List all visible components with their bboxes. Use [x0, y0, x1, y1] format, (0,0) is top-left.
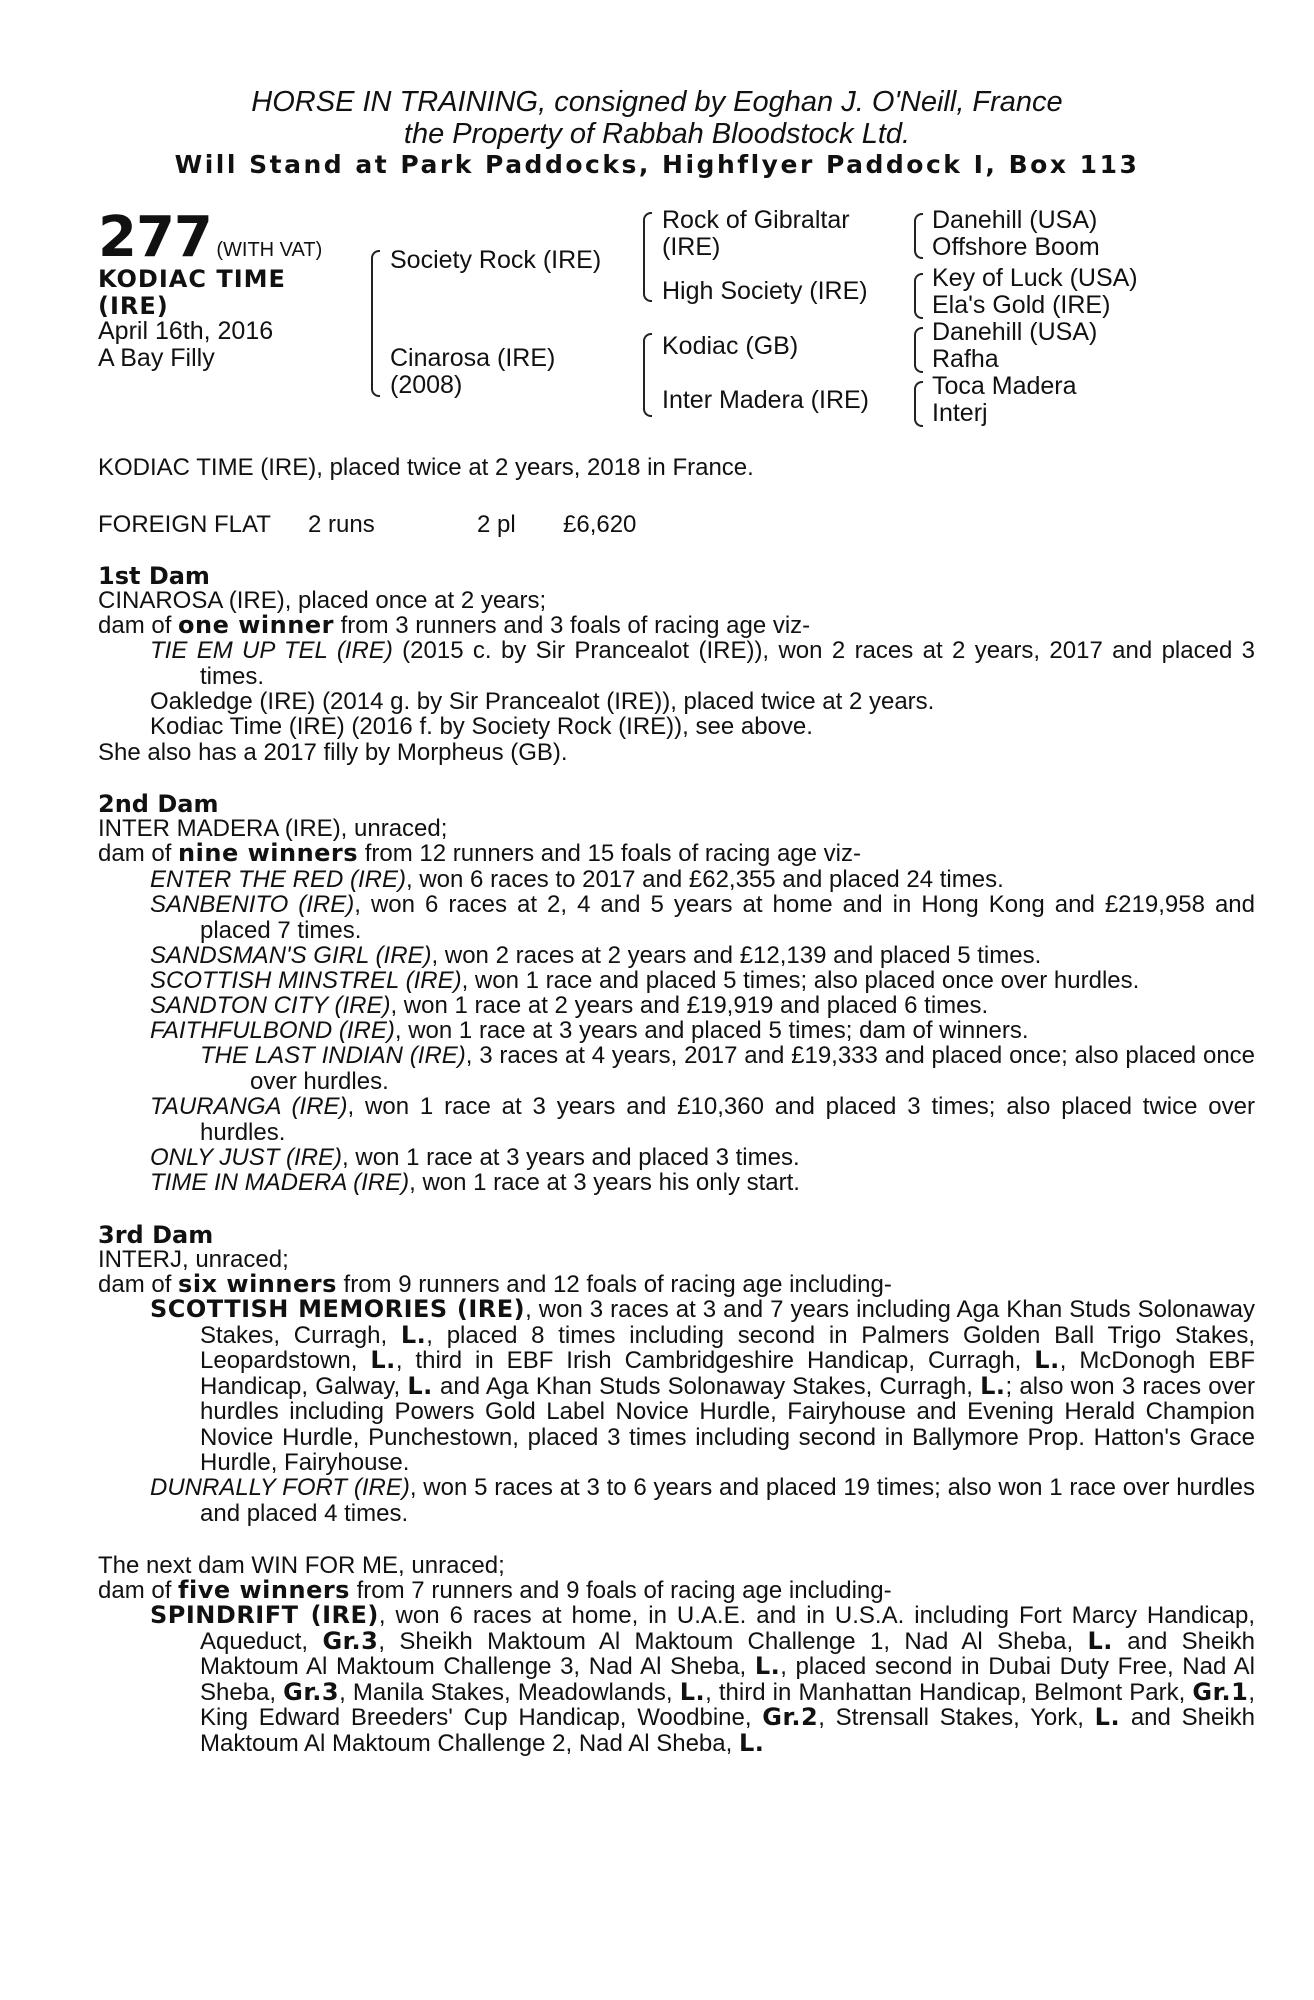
produce-detail: , Strensall Stakes, York,: [818, 1704, 1095, 1731]
foaling-date: April 16th, 2016: [98, 317, 274, 345]
produce-detail: , won 6 races to 2017 and £62,355 and placed 24 times.: [406, 866, 1004, 893]
produce-detail: , placed 8 times including second in Palmers Golden Ball Trigo Stakes, Leopardstown,: [200, 1321, 1255, 1374]
race-grade: L.: [980, 1371, 1006, 1400]
record-earnings: £6,620: [563, 511, 637, 538]
pedigree-g3-4: Ela's Gold (IRE): [932, 291, 1111, 319]
produce-detail: , won 1 race and placed 5 times; also placed once over hurdles.: [461, 967, 1140, 994]
race-grade: Gr.2: [762, 1703, 819, 1731]
first-dam-produce-summary: [98, 613, 810, 638]
produce-detail: , Sheikh Maktoum Al Maktoum Challenge 1, Nad Al Sheba,: [378, 1627, 1088, 1655]
first-dam-produce-3: Kodiac Time (IRE) (2016 f. by Society Rock (IRE)), see above.: [150, 713, 813, 740]
produce-detail: and Sheikh Maktoum Al Maktoum Challenge 3, Nad Al Sheba,: [200, 1627, 1256, 1680]
produce-detail: , third in Manhattan Handicap, Belmont Park,: [705, 1678, 1193, 1706]
header-location: Will Stand at Park Paddocks, Highflyer Paddock I, Box 113: [174, 150, 1140, 179]
first-dam-produce-1: [150, 638, 1255, 689]
produce-detail: , won 6 races at home, in U.A.E. and in U.S.A. including Fort Marcy Handicap, Aqueduct,: [200, 1602, 1255, 1655]
second-dam-produce-summary: [98, 841, 861, 866]
pedigree-dam-name: Cinarosa (IRE): [390, 344, 556, 372]
third-dam-produce-1: [150, 1297, 1255, 1476]
first-dam-heading: 1st Dam: [98, 562, 210, 590]
winners-count: six winners: [178, 1270, 337, 1298]
produce-detail: , won 1 race at 3 years and placed 3 times.: [342, 1144, 800, 1171]
produce-detail: , won 1 race at 3 years and £10,360 and placed 3 times; also placed twice over hurdles.: [200, 1093, 1255, 1146]
produce-detail: , King Edward Breeders' Cup Handicap, Woodbine,: [200, 1678, 1255, 1731]
second-dam-produce-6: [150, 1018, 1029, 1043]
pedigree-brace-sire: [643, 212, 652, 302]
winners-count: nine winners: [178, 839, 359, 867]
first-dam-produce-2: Oakledge (IRE) (2014 g. by Sir Prancealot (IRE)), placed twice at 2 years.: [150, 688, 935, 715]
second-dam-produce-4: [150, 968, 1139, 993]
text-fragment: from 12 runners and 15 foals of racing age viz-: [358, 840, 861, 867]
race-grade: L.: [1094, 1703, 1121, 1731]
second-dam-produce-3: [150, 943, 1041, 968]
produce-detail: , 3 races at 4 years, 2017 and £19,333 and placed once; also placed once over hurdles.: [250, 1042, 1256, 1095]
pedigree-sire-dam: High Society (IRE): [662, 277, 868, 305]
fourth-dam-intro: The next dam WIN FOR ME, unraced;: [98, 1552, 505, 1579]
text-fragment: dam of: [98, 1271, 179, 1298]
produce-detail: , won 1 race at 2 years and £19,919 and placed 6 times.: [390, 992, 989, 1019]
produce-name: TAURANGA (IRE): [150, 1093, 348, 1120]
second-dam-produce-2: [150, 892, 1255, 943]
text-fragment: dam of: [98, 840, 179, 867]
horse-name-line2: (IRE): [98, 292, 169, 320]
race-grade: L.: [679, 1677, 706, 1706]
race-grade: L.: [400, 1320, 427, 1349]
race-grade: L.: [738, 1728, 765, 1757]
produce-name: TIE EM UP TEL (IRE): [150, 637, 393, 664]
record-placed: 2 pl: [477, 511, 516, 538]
second-dam-produce-5: [150, 993, 988, 1018]
produce-name: SPINDRIFT (IRE): [150, 1601, 379, 1629]
produce-detail: , McDonogh EBF Handicap, Galway,: [200, 1347, 1255, 1400]
produce-name: SCOTTISH MEMORIES (IRE): [150, 1295, 526, 1323]
produce-name: SANDTON CITY (IRE): [150, 992, 391, 1019]
lot-number: 277: [98, 205, 212, 270]
produce-detail: , won 1 race at 3 years his only start.: [409, 1169, 800, 1196]
race-grade: Gr.3: [283, 1677, 340, 1706]
produce-name: FAITHFULBOND (IRE): [150, 1017, 395, 1044]
produce-detail: , won 6 races at 2, 4 and 5 years at home and in Hong Kong and £219,958 and placed 7 times.: [200, 891, 1255, 944]
second-dam-intro: INTER MADERA (IRE), unraced;: [98, 815, 448, 842]
pedigree-dam-year: (2008): [390, 371, 463, 399]
produce-name: SCOTTISH MINSTREL (IRE): [150, 967, 462, 994]
pedigree-brace-g3a: [914, 213, 923, 259]
text-fragment: dam of: [98, 612, 179, 639]
first-dam-note: She also has a 2017 filly by Morpheus (GB).: [98, 739, 568, 766]
race-grade: L.: [1087, 1626, 1113, 1655]
pedigree-brace-dam: [643, 333, 652, 417]
racing-summary: KODIAC TIME (IRE), placed twice at 2 years, 2018 in France.: [98, 454, 754, 481]
lot-number-row: [98, 205, 322, 270]
produce-detail: , won 2 races at 2 years and £12,139 and placed 5 times.: [431, 942, 1042, 969]
pedigree-brace-gen1: [371, 250, 380, 397]
second-dam-produce-7: [150, 1094, 1255, 1145]
text-fragment: dam of: [98, 1577, 179, 1604]
produce-detail: , placed second in Dubai Duty Free, Nad Al Sheba,: [200, 1653, 1255, 1706]
vat-label: (WITH VAT): [216, 239, 323, 261]
third-dam-produce-summary: [98, 1272, 892, 1297]
produce-name: SANBENITO (IRE): [150, 891, 355, 918]
produce-detail: and Sheikh Maktoum Al Maktoum Challenge 2, Nad Al Sheba,: [200, 1704, 1255, 1757]
pedigree-g3-8: Interj: [932, 399, 988, 427]
produce-detail: and Aga Khan Studs Solonaway Stakes, Curragh,: [432, 1372, 981, 1400]
pedigree-dam-dam: Inter Madera (IRE): [662, 386, 870, 414]
horse-name-line1: KODIAC TIME: [98, 265, 286, 293]
produce-detail: , Manila Stakes, Meadowlands,: [339, 1678, 680, 1706]
header-property: the Property of Rabbah Bloodstock Ltd.: [403, 118, 911, 150]
pedigree-sire-sire: Rock of Gibraltar: [662, 206, 850, 234]
race-grade: L.: [407, 1371, 433, 1400]
produce-name: TIME IN MADERA (IRE): [150, 1169, 410, 1196]
text-fragment: from 9 runners and 12 foals of racing age including-: [336, 1271, 892, 1298]
produce-detail: , third in EBF Irish Cambridgeshire Handicap, Curragh,: [395, 1347, 1035, 1374]
fourth-dam-produce-1: [150, 1603, 1255, 1756]
fourth-dam-produce-summary: [98, 1578, 892, 1603]
second-dam-produce-1: [150, 867, 1004, 892]
produce-detail: , won 3 races at 3 and 7 years including Aga Khan Studs Solonaway Stakes, Curragh,: [200, 1296, 1255, 1349]
pedigree-g3-7: Toca Madera: [932, 372, 1077, 400]
pedigree-g3-1: Danehill (USA): [932, 206, 1098, 234]
produce-name: ONLY JUST (IRE): [150, 1144, 343, 1171]
produce-detail: , won 1 race at 3 years and placed 5 times; dam of winners.: [394, 1017, 1029, 1044]
race-grade: L.: [754, 1652, 781, 1680]
race-grade: Gr.3: [322, 1626, 379, 1655]
winners-count: five winners: [178, 1576, 350, 1604]
produce-name: SANDSMAN'S GIRL (IRE): [150, 942, 432, 969]
horse-description: A Bay Filly: [98, 344, 215, 372]
winners-count: one winner: [178, 611, 334, 639]
pedigree-brace-g3d: [914, 381, 923, 427]
second-dam-grand-produce-1: [200, 1043, 1255, 1094]
produce-name: DUNRALLY FORT (IRE): [150, 1474, 410, 1501]
text-fragment: from 3 runners and 3 foals of racing age viz-: [333, 612, 811, 639]
pedigree-brace-g3b: [914, 273, 923, 319]
third-dam-heading: 3rd Dam: [98, 1221, 214, 1249]
produce-detail: ; also won 3 races over hurdles including Powers Gold Label Novice Hurdle, Fairyhouse and Evening Herald Champion Novice Hurdle, Punchestown, placed 3 times including second in Ballymore Prop. Hatton's Grace Hurdle, Fairyhouse.: [200, 1372, 1255, 1476]
first-dam-intro: CINAROSA (IRE), placed once at 2 years;: [98, 587, 547, 614]
text-fragment: from 7 runners and 9 foals of racing age including-: [349, 1577, 892, 1604]
second-dam-produce-9: [150, 1170, 800, 1195]
record-runs: 2 runs: [308, 511, 375, 538]
third-dam-produce-2: [150, 1475, 1255, 1526]
pedigree-dam-sire: Kodiac (GB): [662, 332, 799, 360]
second-dam-heading: 2nd Dam: [98, 790, 219, 818]
produce-detail: , won 5 races at 3 to 6 years and placed 19 times; also won 1 race over hurdles and placed 4 times.: [200, 1474, 1255, 1527]
race-grade: L.: [1034, 1346, 1060, 1374]
race-grade: Gr.1: [1192, 1677, 1249, 1706]
pedigree-g3-2: Offshore Boom: [932, 233, 1100, 261]
race-grade: L.: [370, 1346, 396, 1374]
pedigree-sire-sire-country: (IRE): [662, 233, 721, 261]
pedigree-sire: Society Rock (IRE): [390, 246, 602, 274]
second-dam-produce-8: [150, 1145, 800, 1170]
produce-detail: (2015 c. by Sir Prancealot (IRE)), won 2 races at 2 years, 2017 and placed 3 times.: [200, 637, 1256, 690]
pedigree-g3-5: Danehill (USA): [932, 318, 1098, 346]
pedigree-brace-g3c: [914, 327, 923, 373]
produce-name: ENTER THE RED (IRE): [150, 866, 407, 893]
third-dam-intro: INTERJ, unraced;: [98, 1246, 289, 1273]
pedigree-g3-6: Rafha: [932, 345, 999, 373]
produce-name: THE LAST INDIAN (IRE): [200, 1042, 466, 1069]
pedigree-g3-3: Key of Luck (USA): [932, 264, 1138, 292]
header-consignor: HORSE IN TRAINING, consigned by Eoghan J. O'Neill, France: [251, 86, 1063, 118]
record-label: FOREIGN FLAT: [98, 511, 271, 538]
